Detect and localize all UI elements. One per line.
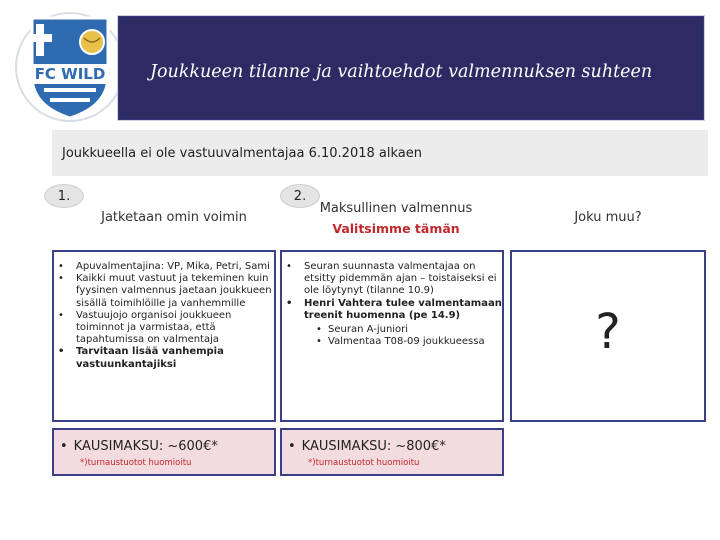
option-2-bullet bbox=[282, 298, 502, 349]
option-2-details bbox=[280, 250, 504, 422]
fc-wild-crest-icon bbox=[14, 10, 126, 124]
option-2-bullet: • Seuran suunnasta valmentajaa on etsitty pidemmän ajan – toistaiseksi ei ole löytynyt (tilanne 10.9) bbox=[282, 261, 502, 298]
option-2-fee-box bbox=[280, 428, 504, 476]
question-mark: ? bbox=[595, 304, 621, 360]
option-2-fee-note: *)turnaustuotot huomioitu bbox=[308, 458, 420, 468]
option-1-bullet: • Tarvitaan lisää vanhempia vastuunkantajiksi bbox=[54, 346, 274, 370]
option-1-fee-text: KAUSIMAKSU: ~600€* bbox=[73, 439, 218, 454]
option-2-title: Maksullinen valmennus bbox=[319, 201, 473, 216]
option-2-number: 2. bbox=[280, 184, 320, 208]
logo-text: FC WILD bbox=[34, 65, 106, 83]
option-2-sub-bullet: • Seuran A-juniori bbox=[304, 324, 502, 336]
option-3-details bbox=[510, 250, 706, 422]
option-1-fee: • KAUSIMAKSU: ~600€* bbox=[60, 439, 218, 454]
option-1-bullet: • Kaikki muut vastuut ja tekeminen kuin fyysinen valmennus jaetaan joukkueen sisällä toimihlöille ja vanhemmille bbox=[54, 273, 274, 310]
option-2-fee: • KAUSIMAKSU: ~800€* bbox=[288, 439, 446, 454]
option-1-number: 1. bbox=[44, 184, 84, 208]
option-1-bullet: • Apuvalmentajina: VP, Mika, Petri, Sami bbox=[54, 261, 274, 273]
option-3-title: Joku muu? bbox=[574, 210, 642, 225]
option-2-selected-label: Valitsimme tämän bbox=[332, 221, 460, 236]
status-text: Joukkueella ei ole vastuuvalmentajaa 6.10.2018 alkaen bbox=[62, 146, 422, 161]
option-2-bullet-text: Henri Vahtera tulee valmentamaan treenit huomenna (pe 14.9) bbox=[304, 297, 502, 321]
option-2-sub-bullet: • Valmentaa T08-09 joukkueessa bbox=[304, 336, 502, 348]
option-1-fee-note: *)turnaustuotot huomioitu bbox=[80, 458, 192, 468]
page-title: Joukkueen tilanne ja vaihtoehdot valmennuksen suhteen bbox=[150, 62, 653, 82]
option-1-bullet: • Vastuujojo organisoi joukkueen toiminnot ja varmistaa, että tapahtumissa on valmentaja bbox=[54, 310, 274, 347]
club-logo bbox=[14, 10, 126, 124]
option-1-title: Jatketaan omin voimin bbox=[101, 210, 247, 225]
option-1-fee-box bbox=[52, 428, 276, 476]
option-2-fee-text: KAUSIMAKSU: ~800€* bbox=[301, 439, 446, 454]
option-1-details bbox=[52, 250, 276, 422]
